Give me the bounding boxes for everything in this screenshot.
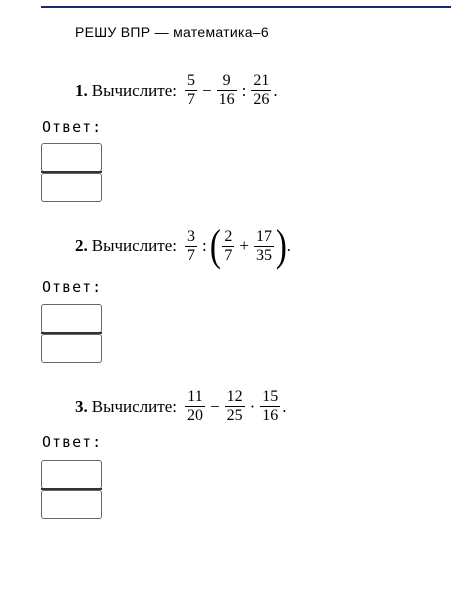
fraction-1 [185, 388, 205, 425]
answer-label-1: Ответ: [42, 118, 103, 136]
task-number: 3. [75, 396, 88, 416]
numerator: 12 [226, 388, 243, 405]
answer-label-2: Ответ: [42, 278, 103, 296]
top-rule [41, 6, 451, 8]
task-3 [75, 388, 287, 425]
denominator: 7 [186, 91, 195, 108]
end-period: . [286, 236, 291, 255]
answer-input-1[interactable] [41, 143, 102, 172]
numerator: 5 [186, 72, 195, 89]
denominator: 25 [226, 407, 243, 424]
task-number: 2. [75, 236, 88, 255]
denominator: 16 [218, 91, 235, 108]
task-instruction: Вычислите: [91, 236, 177, 255]
denominator: 7 [186, 246, 195, 264]
numerator: 17 [255, 227, 272, 245]
answer-input-1b[interactable] [41, 173, 102, 202]
denominator: 16 [262, 407, 279, 424]
task-instruction: Вычислите: [91, 396, 177, 416]
task-instruction: Вычислите: [91, 80, 177, 100]
task-2 [75, 221, 291, 270]
denominator: 35 [255, 246, 272, 264]
end-period: . [282, 396, 287, 416]
answer-input-3[interactable] [41, 460, 102, 489]
numerator: 11 [187, 388, 203, 405]
fraction-2 [222, 228, 234, 265]
fraction-1 [185, 72, 197, 109]
task-1 [75, 72, 278, 109]
numerator: 2 [224, 227, 233, 245]
fraction-3 [251, 72, 271, 109]
right-paren: ) [275, 221, 287, 270]
left-paren: ( [209, 221, 221, 270]
answer-input-3b[interactable] [41, 490, 102, 519]
operator: : [201, 236, 207, 255]
denominator: 7 [224, 246, 233, 264]
numerator: 3 [186, 227, 195, 245]
answer-input-2b[interactable] [41, 334, 102, 363]
fraction-2 [217, 72, 237, 109]
end-period: . [273, 80, 278, 100]
fraction-3 [260, 388, 280, 425]
denominator: 20 [186, 407, 203, 424]
numerator: 21 [253, 72, 270, 89]
operator: − [201, 80, 212, 100]
fraction-2 [225, 388, 245, 425]
answer-input-2[interactable] [41, 304, 102, 333]
denominator: 26 [253, 91, 270, 108]
operator: · [249, 396, 256, 416]
page-header: РЕШУ ВПР — математика–6 [75, 24, 269, 40]
fraction-3 [254, 228, 274, 265]
numerator: 9 [222, 72, 231, 89]
operator: : [241, 80, 247, 100]
fraction-1 [185, 228, 197, 265]
numerator: 15 [262, 388, 279, 405]
task-number: 1. [75, 80, 88, 100]
operator: − [209, 396, 220, 416]
answer-label-3: Ответ: [42, 433, 103, 451]
operator: + [239, 236, 249, 255]
